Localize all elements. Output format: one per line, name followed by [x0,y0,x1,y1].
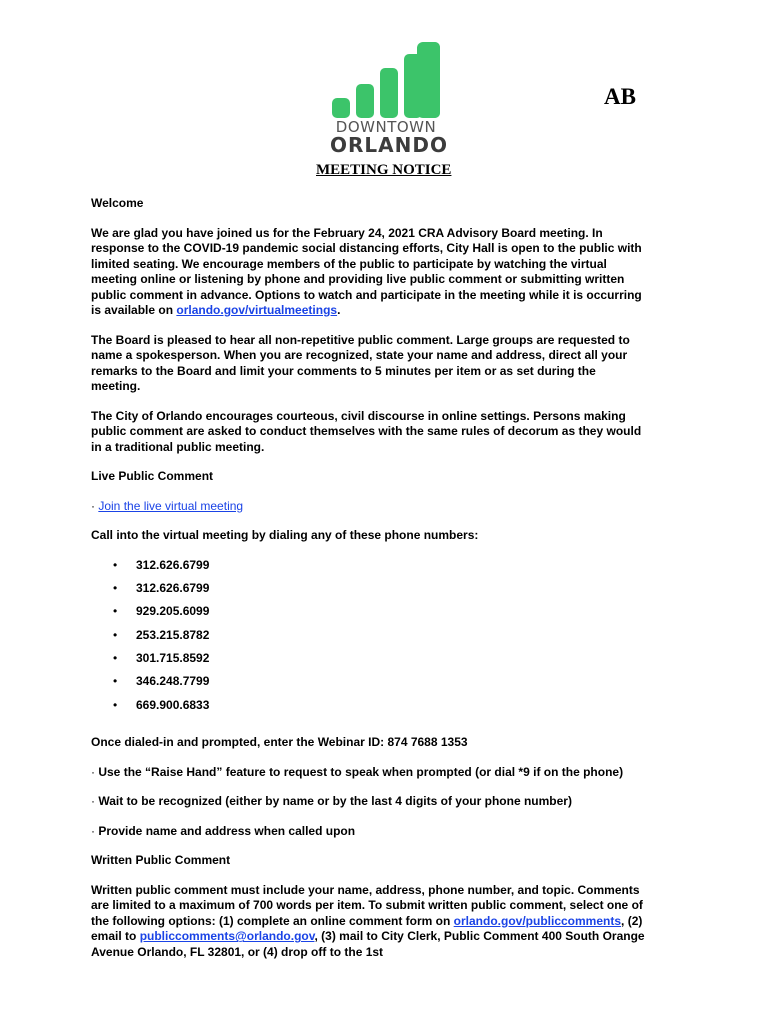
phone-number: 253.215.8782 [136,627,210,642]
call-intro: Call into the virtual meeting by dialing any of these phone numbers: [91,528,479,542]
bullet-icon: • [113,697,118,712]
logo-text-orlando: ORLANDO [330,133,448,157]
bullet-icon: • [113,557,118,572]
phone-number: 301.715.8592 [136,651,210,666]
list-item [91,581,647,604]
phone-number-list [91,558,647,722]
step-provide-name [91,824,647,840]
step-bullet: · [91,823,99,838]
step-bullet: · [91,764,99,779]
notice-body [91,196,647,960]
step-wait [91,794,647,810]
written-comment-heading: Written Public Comment [91,853,231,868]
public-comment-paragraph: The Board is pleased to hear all non-repetitive public comment. Large groups are requested to name a spokesperson. When you are recognized, state your name and address, direct all your remarks to the Board and limit your comments to 5 minutes per item or as set during the meeting. [91,332,630,393]
list-item [91,651,647,674]
list-item [91,604,647,627]
list-item [91,674,647,697]
step-text: Wait to be recognized (either by name or by the last 4 digits of your phone number) [98,794,572,809]
phone-number: 346.248.7799 [136,674,210,689]
join-bullet: · [91,498,99,513]
logo-text-downtown: DOWNTOWN [335,118,437,136]
bullet-icon: • [113,580,118,595]
virtual-meetings-link[interactable]: orlando.gov/virtualmeetings [176,303,338,317]
phone-number: 312.626.6799 [136,580,210,595]
downtown-orlando-logo [330,42,448,157]
step-text: Use the “Raise Hand” feature to request to speak when prompted (or dial *9 if on the phone) [98,764,624,779]
public-comments-link[interactable]: orlando.gov/publiccomments [453,913,622,928]
step-raise-hand [91,765,647,781]
join-live-meeting-link[interactable]: Join the live virtual meeting [98,498,244,513]
intro-text: We are glad you have joined us for the February 24, 2021 CRA Advisory Board meeting. In response to the COVID-19 pandemic social distancing efforts, City Hall is open to the public with limited seating. We encourage members of the public to participate by watching the virtual meeting online or listening by phone and providing live public comment or submitting written public comment in advance. Options to watch and participate in the meeting while it is occurring is available on [91,225,642,317]
phone-number: 929.205.6099 [136,604,210,619]
step-text: Provide name and address when called upon [98,823,356,838]
phone-number: 669.900.6833 [136,697,210,712]
written-text-c: , (3) mail to City Clerk, Public Comment 400 South Orange Avenue Orlando, FL 32801, or (4) drop off to the 1st [91,929,645,959]
bar-chart-logo-icon [332,42,440,118]
webinar-id-line: Once dialed-in and prompted, enter the Webinar ID: 874 7688 1353 [91,735,468,750]
agenda-item-tag: AB [604,84,636,109]
join-meeting-line [91,499,647,515]
page-title: MEETING NOTICE [316,162,452,178]
bullet-icon: • [113,651,118,666]
list-item [91,558,647,581]
list-item [91,698,647,721]
bullet-icon: • [113,627,118,642]
written-comment-paragraph [91,883,647,961]
live-comment-heading: Live Public Comment [91,469,214,483]
public-comments-email-link[interactable]: publiccomments@orlando.gov [139,929,315,944]
intro-paragraph [91,226,647,319]
phone-number: 312.626.6799 [136,557,210,572]
step-bullet: · [91,794,99,809]
written-text-b: , (2) email to [91,913,643,944]
intro-end: . [337,303,341,317]
bullet-icon: • [113,674,118,689]
decorum-paragraph: The City of Orlando encourages courteous, civil discourse in online settings. Persons making public comment are asked to conduct themselves with the same rules of decorum as they would in a traditional public meeting. [91,408,642,454]
welcome-heading: Welcome [91,196,144,210]
bullet-icon: • [113,604,118,619]
list-item [91,628,647,651]
written-text-a: Written public comment must include your name, address, phone number, and topic. Comments are limited to a maximum of 700 words per item. To submit written public comment, select one of the following options: (1) complete an online comment form on [91,882,643,928]
